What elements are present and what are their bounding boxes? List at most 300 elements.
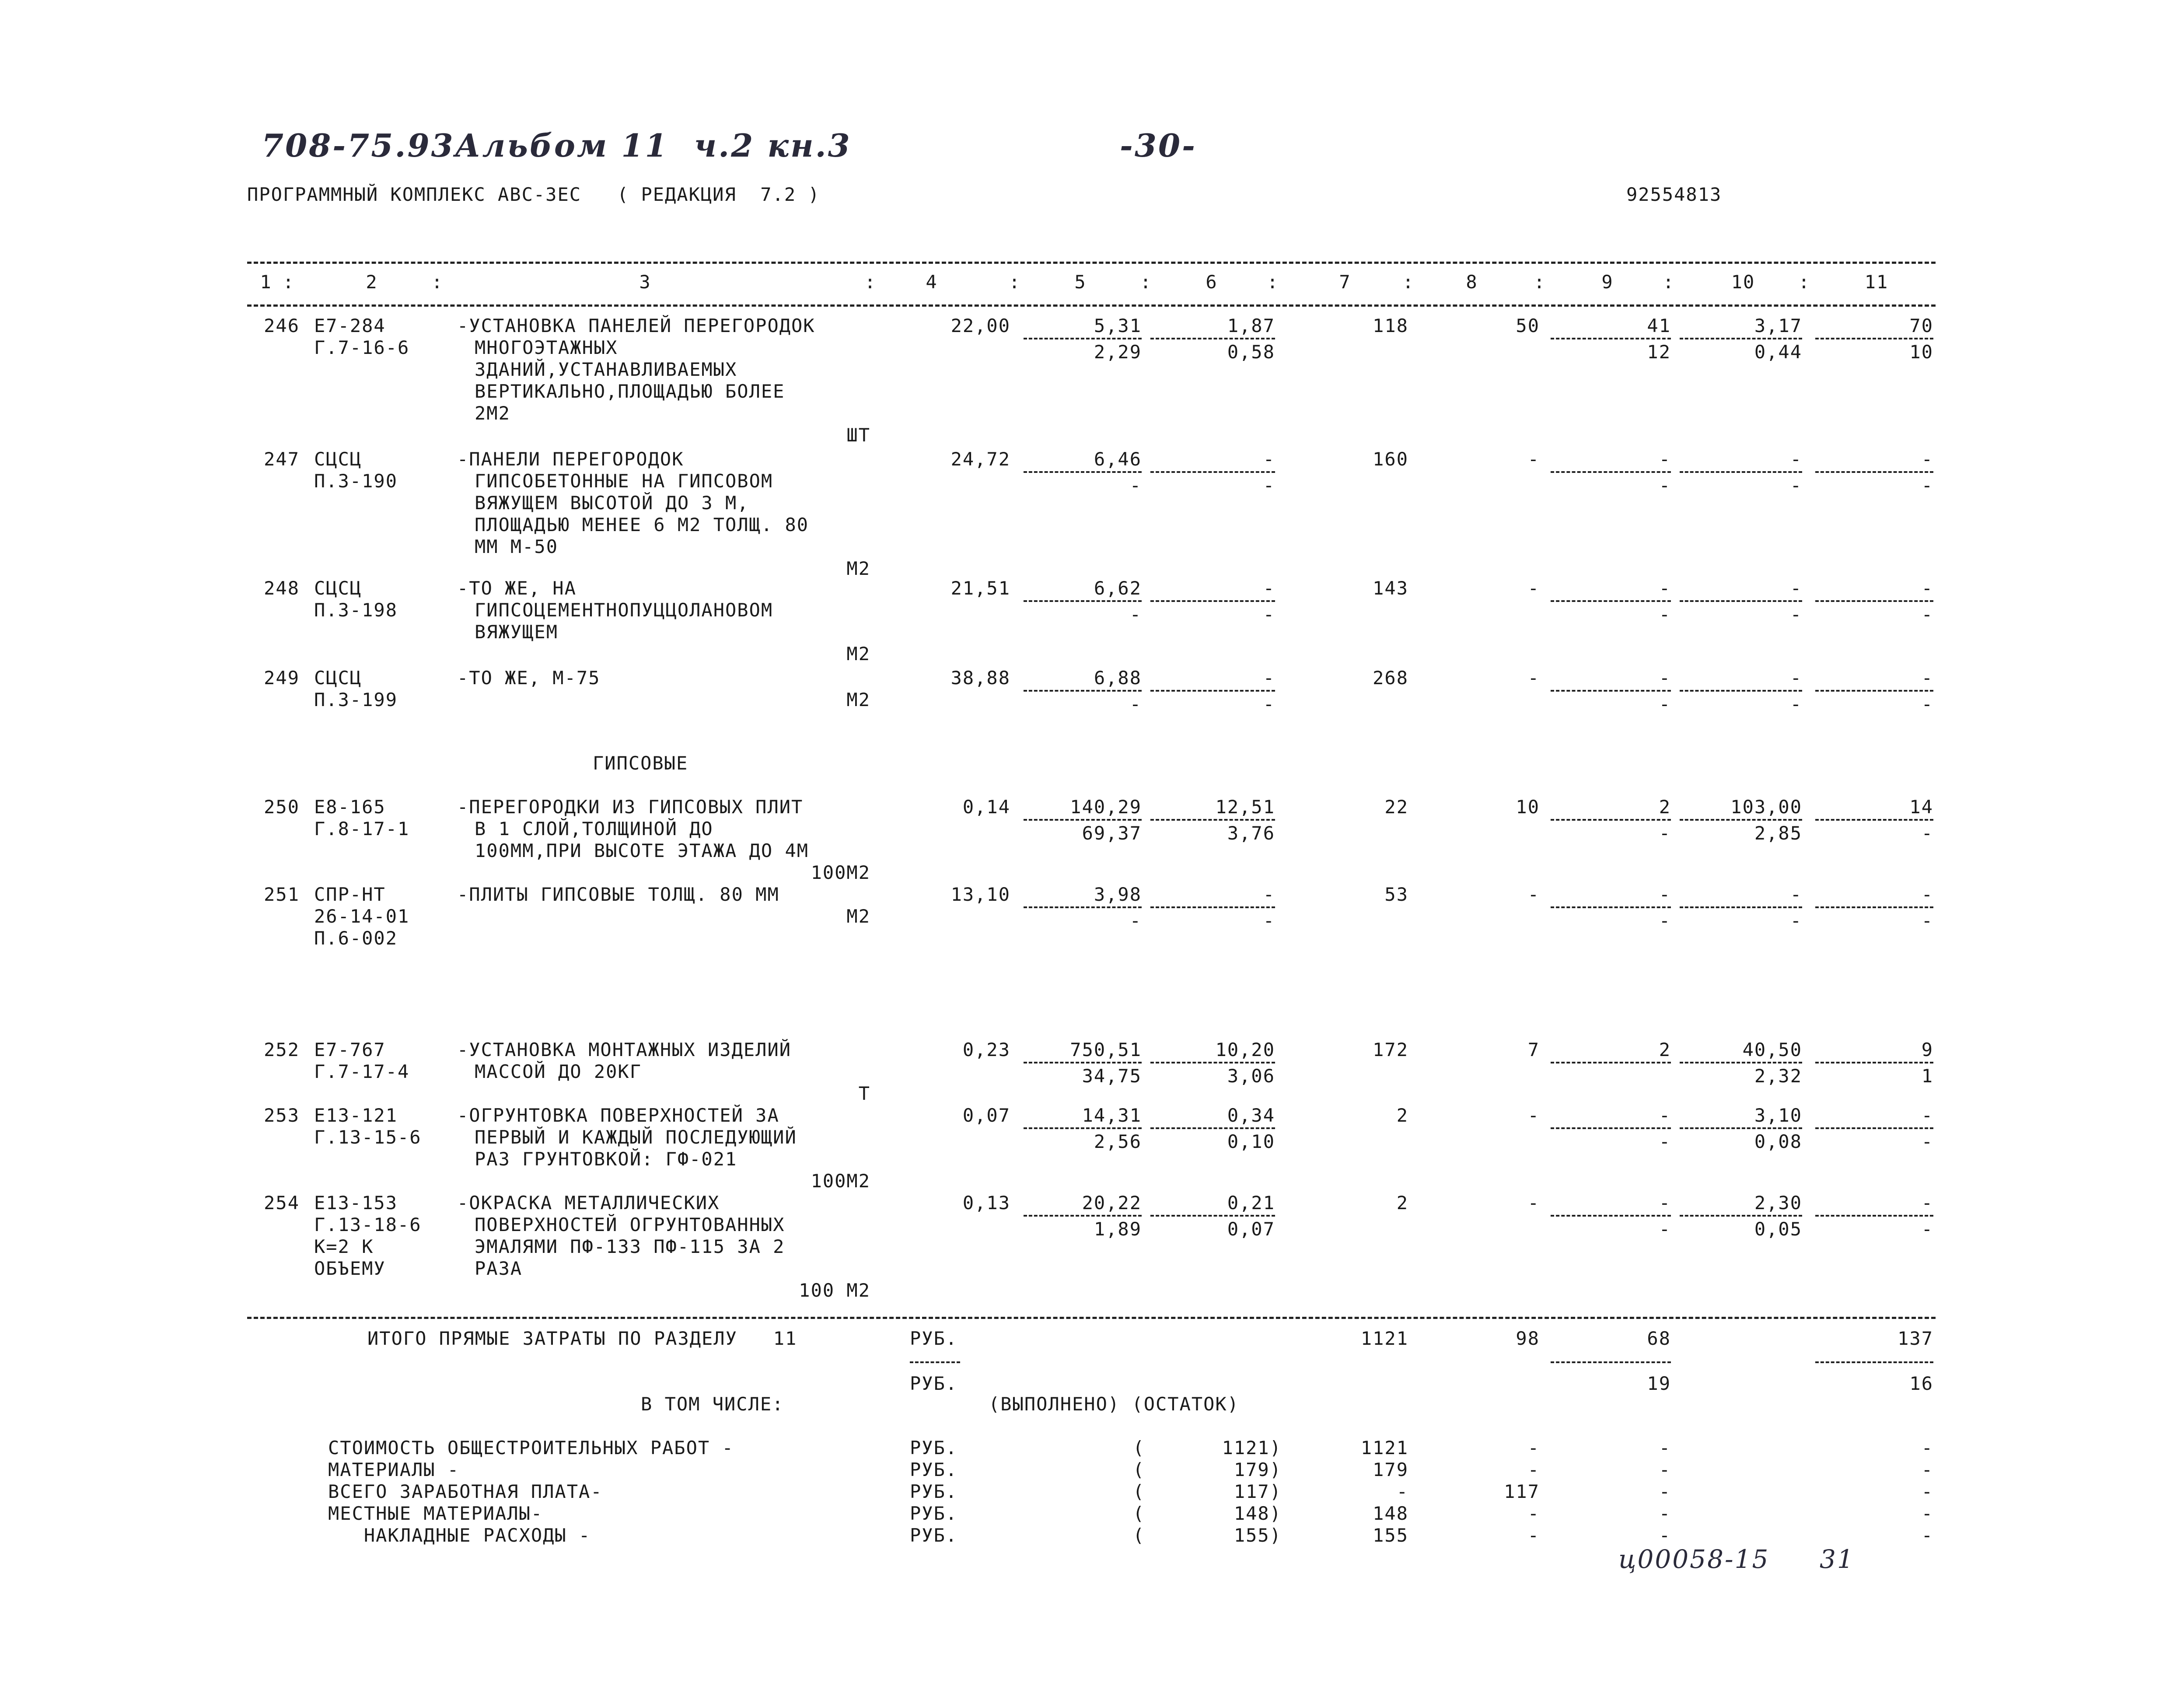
value-divider [1680,1062,1802,1063]
row-value-c8: - [1527,667,1540,689]
row-value-c5b: 34,75 [1082,1065,1142,1087]
row-number: 251 [264,884,300,905]
summary-col8: - [1527,1437,1540,1459]
row-unit: ШТ [846,424,870,446]
row-description: ЭМАЛЯМИ ПФ-133 ПФ-115 ЗА 2 [475,1236,785,1257]
row-description: ГИПСОБЕТОННЫЕ НА ГИПСОВОМ [475,470,773,492]
value-divider [1150,1215,1275,1217]
value-divider [1150,338,1275,339]
summary-col8: - [1527,1503,1540,1524]
row-value-c6b: - [1263,693,1275,715]
column-header-9: 9 [1601,271,1614,293]
totals-rub-underline [910,1361,960,1363]
row-description: 100ММ,ПРИ ВЫСОТЕ ЭТАЖА ДО 4М [475,840,809,861]
summary-col9: - [1659,1459,1671,1480]
value-divider [1551,600,1671,602]
value-divider [1815,471,1933,473]
summary-done: 148) [1234,1503,1282,1524]
row-value-c11b: - [1921,1131,1933,1152]
row-value-c8: - [1527,577,1540,599]
row-description: -УСТАНОВКА МОНТАЖНЫХ ИЗДЕЛИЙ [457,1039,792,1060]
row-description: -ПЛИТЫ ГИПСОВЫЕ ТОЛЩ. 80 ММ [457,884,779,905]
row-value-c11: 9 [1921,1039,1933,1060]
row-code: 26-14-01 [314,906,410,927]
totals-rule [247,1317,1936,1319]
value-divider [1680,690,1802,692]
value-divider [1150,690,1275,692]
row-value-c9b: - [1659,693,1671,715]
row-description: -ОГРУНТОВКА ПОВЕРХНОСТЕЙ ЗА [457,1105,779,1126]
value-divider [1815,906,1933,908]
row-value-c11: - [1921,448,1933,470]
row-value-c10b: 2,85 [1754,822,1802,844]
summary-col11: - [1921,1459,1933,1480]
column-separator: : [1402,271,1415,293]
row-code: Е8-165 [314,796,386,818]
row-value-c10: - [1790,667,1802,689]
row-value-c9b: - [1659,1131,1671,1152]
row-value-c9: - [1659,884,1671,905]
value-divider [1815,338,1933,339]
row-value-c5: 750,51 [1070,1039,1142,1060]
row-value-c9: 41 [1647,315,1671,336]
row-value-c10: - [1790,884,1802,905]
row-code: СЦСЦ [314,448,362,470]
row-value-c10: 103,00 [1730,796,1802,818]
row-code: Г.13-15-6 [314,1126,422,1148]
value-divider [1150,600,1275,602]
summary-col9: - [1659,1525,1671,1546]
row-value-c10b: - [1790,693,1802,715]
including-label: В ТОМ ЧИСЛЕ: [641,1393,784,1415]
row-value-c6: - [1263,577,1275,599]
row-value-c11: - [1921,1105,1933,1126]
summary-currency: РУБ. [910,1481,958,1502]
value-divider [1150,471,1275,473]
row-unit: М2 [846,643,870,665]
row-value-c7: 160 [1373,448,1408,470]
row-description: -ОКРАСКА МЕТАЛЛИЧЕСКИХ [457,1192,720,1214]
handwritten-album-label: Альбом 11 ч.2 кн.3 [455,127,852,164]
column-header-4: 4 [926,271,938,293]
row-description: -ТО ЖЕ, НА [457,577,577,599]
summary-paren: ( [1133,1525,1145,1546]
done-remaining-label: (ВЫПОЛНЕНО) (ОСТАТОК) [989,1393,1240,1415]
row-value-c11b: - [1921,604,1933,625]
summary-paren: ( [1133,1481,1145,1502]
row-value-c7: 172 [1373,1039,1408,1060]
row-value-c11: 70 [1909,315,1933,336]
handwritten-project-code: 708-75.93 [262,127,455,164]
row-description: ПЕРВЫЙ И КАЖДЫЙ ПОСЛЕДУЮЩИЙ [475,1126,797,1148]
row-description: РАЗА [475,1258,523,1279]
row-value-c9: - [1659,577,1671,599]
summary-col8: 117 [1504,1481,1540,1502]
value-divider [1551,1127,1671,1129]
column-header-1: 1 [260,271,272,293]
row-value-c4: 21,51 [950,577,1010,599]
summary-col11: - [1921,1481,1933,1502]
row-value-c8: - [1527,1105,1540,1126]
row-value-c10: 3,17 [1754,315,1802,336]
summary-col7: 179 [1373,1459,1408,1480]
value-divider [1024,338,1142,339]
row-value-c7: 53 [1384,884,1408,905]
row-value-c6: - [1263,448,1275,470]
row-description: ММ М-50 [475,536,559,557]
row-value-c11b: - [1921,1218,1933,1240]
row-code: Е13-121 [314,1105,398,1126]
summary-col9: - [1659,1437,1671,1459]
value-divider [1815,819,1933,821]
row-value-c11b: - [1921,693,1933,715]
value-divider [1551,338,1671,339]
handwritten-reference: ц00058-15 [1618,1544,1770,1574]
row-value-c6b: - [1263,910,1275,931]
row-description: МНОГОЭТАЖНЫХ [475,337,618,358]
column-header-5: 5 [1074,271,1087,293]
row-value-c6b: 3,76 [1227,822,1275,844]
value-divider [1150,819,1275,821]
row-unit: М2 [846,689,870,710]
summary-paren: ( [1133,1503,1145,1524]
row-description: -ТО ЖЕ, М-75 [457,667,601,689]
value-divider [1551,690,1671,692]
row-number: 253 [264,1105,300,1126]
value-divider [1680,471,1802,473]
row-code: Г.13-18-6 [314,1214,422,1235]
summary-currency: РУБ. [910,1525,958,1546]
value-divider [1815,1062,1933,1063]
value-divider [1815,690,1933,692]
row-value-c4: 22,00 [950,315,1010,336]
value-divider [1024,1127,1142,1129]
row-description: 2М2 [475,402,510,424]
row-value-c6b: 0,10 [1227,1131,1275,1152]
row-value-c10b: 0,44 [1754,341,1802,363]
column-separator: : [1798,271,1810,293]
row-value-c5: 5,31 [1094,315,1142,336]
row-value-c9: 2 [1659,1039,1671,1060]
value-divider [1551,1062,1671,1063]
totals-col7: 1121 [1360,1328,1408,1349]
row-value-c9: - [1659,667,1671,689]
value-divider [1680,906,1802,908]
row-value-c8: - [1527,448,1540,470]
row-value-c4: 0,07 [962,1105,1010,1126]
row-value-c10b: 0,05 [1754,1218,1802,1240]
value-divider [1680,338,1802,339]
totals-rub: РУБ. [910,1328,958,1349]
row-code: Е7-284 [314,315,386,336]
row-value-c10b: 0,08 [1754,1131,1802,1152]
summary-currency: РУБ. [910,1503,958,1524]
row-value-c5: 6,88 [1094,667,1142,689]
row-value-c6b: - [1263,604,1275,625]
row-value-c5: 6,46 [1094,448,1142,470]
row-unit: М2 [846,558,870,579]
row-value-c4: 13,10 [950,884,1010,905]
row-value-c5: 20,22 [1082,1192,1142,1214]
row-value-c8: 7 [1527,1039,1540,1060]
row-value-c4: 38,88 [950,667,1010,689]
summary-label: СТОИМОСТЬ ОБЩЕСТРОИТЕЛЬНЫХ РАБОТ - [328,1437,734,1459]
row-code: Г.8-17-1 [314,818,410,840]
row-code: СПР-НТ [314,884,386,905]
row-value-c4: 0,13 [962,1192,1010,1214]
header-top-rule [247,262,1936,264]
row-value-c6: 0,21 [1227,1192,1275,1214]
column-separator: : [431,271,444,293]
row-value-c6b: 0,58 [1227,341,1275,363]
summary-col7: - [1396,1481,1408,1502]
row-number: 250 [264,796,300,818]
totals-col11-b: 16 [1909,1373,1933,1394]
row-value-c6: 12,51 [1215,796,1275,818]
summary-label: НАКЛАДНЫЕ РАСХОДЫ - [328,1525,591,1546]
row-code: К=2 К [314,1236,374,1257]
row-value-c9: - [1659,1192,1671,1214]
row-value-c8: 50 [1516,315,1540,336]
totals-col9: 68 [1647,1328,1671,1349]
row-value-c9b: 12 [1647,341,1671,363]
row-number: 246 [264,315,300,336]
column-separator: : [864,271,877,293]
row-description: МАССОЙ ДО 20КГ [475,1061,642,1082]
row-code: П.3-199 [314,689,398,710]
value-divider [1680,1215,1802,1217]
row-description: ПЛОЩАДЬЮ МЕНЕЕ 6 М2 ТОЛЩ. 80 [475,514,809,535]
row-value-c6b: 0,07 [1227,1218,1275,1240]
row-value-c9b: - [1659,604,1671,625]
summary-done: 179) [1234,1459,1282,1480]
summary-currency: РУБ. [910,1459,958,1480]
row-code: П.3-190 [314,470,398,492]
row-value-c10: 40,50 [1742,1039,1802,1060]
row-value-c9: 2 [1659,796,1671,818]
summary-paren: ( [1133,1459,1145,1480]
row-value-c11b: 1 [1921,1065,1933,1087]
row-value-c6: - [1263,884,1275,905]
row-value-c11b: - [1921,910,1933,931]
row-value-c5b: 2,56 [1094,1131,1142,1152]
value-divider [1815,1215,1933,1217]
summary-col11: - [1921,1525,1933,1546]
page-number: -30- [1120,127,1197,164]
header-bottom-rule [247,304,1936,307]
row-code: Г.7-17-4 [314,1061,410,1082]
value-divider [1551,1215,1671,1217]
row-description: ГИПСОЦЕМЕНТНОПУЦЦОЛАНОВОМ [475,599,773,621]
summary-done: 155) [1234,1525,1282,1546]
row-value-c10: 3,10 [1754,1105,1802,1126]
summary-col11: - [1921,1437,1933,1459]
value-divider [1024,690,1142,692]
column-separator: : [283,271,295,293]
section-title: ГИПСОВЫЕ [593,752,688,774]
row-code: Г.7-16-6 [314,337,410,358]
row-value-c5b: - [1129,910,1142,931]
row-value-c11b: - [1921,475,1933,496]
summary-col9: - [1659,1503,1671,1524]
column-separator: : [1267,271,1279,293]
value-divider [1024,819,1142,821]
row-value-c8: - [1527,884,1540,905]
row-number: 249 [264,667,300,689]
row-code: СЦСЦ [314,667,362,689]
row-value-c11: - [1921,884,1933,905]
value-divider [1024,471,1142,473]
row-value-c11: - [1921,1192,1933,1214]
row-number: 247 [264,448,300,470]
row-value-c10b: 2,32 [1754,1065,1802,1087]
row-code: П.6-002 [314,927,398,949]
document-id: 92554813 [1626,184,1722,205]
totals-col8: 98 [1516,1328,1540,1349]
value-divider [1551,819,1671,821]
row-value-c10: 2,30 [1754,1192,1802,1214]
totals-col11-underline [1815,1361,1933,1363]
row-code: СЦСЦ [314,577,362,599]
column-header-7: 7 [1339,271,1351,293]
row-value-c11: - [1921,667,1933,689]
row-description: ПОВЕРХНОСТЕЙ ОГРУНТОВАННЫХ [475,1214,785,1235]
column-header-11: 11 [1864,271,1889,293]
row-number: 254 [264,1192,300,1214]
summary-done: 117) [1234,1481,1282,1502]
row-value-c5: 6,62 [1094,577,1142,599]
row-description: РАЗ ГРУНТОВКОЙ: ГФ-021 [475,1148,737,1170]
row-unit: 100М2 [811,862,870,883]
row-value-c9b: - [1659,1218,1671,1240]
summary-label: МЕСТНЫЕ МАТЕРИАЛЫ- [328,1503,543,1524]
program-title: ПРОГРАММНЫЙ КОМПЛЕКС АВС-3ЕС ( РЕДАКЦИЯ 7.2 ) [247,184,820,205]
row-value-c9b: - [1659,822,1671,844]
row-description: ЗДАНИЙ,УСТАНАВЛИВАЕМЫХ [475,359,737,380]
summary-col7: 148 [1373,1503,1408,1524]
value-divider [1024,906,1142,908]
summary-col8: - [1527,1459,1540,1480]
row-value-c4: 0,14 [962,796,1010,818]
value-divider [1150,1062,1275,1063]
row-value-c9: - [1659,448,1671,470]
row-value-c5b: 2,29 [1094,341,1142,363]
row-unit: М2 [846,906,870,927]
row-value-c5b: - [1129,693,1142,715]
row-unit: Т [858,1083,870,1104]
row-code: Е7-767 [314,1039,386,1060]
summary-paren: ( [1133,1437,1145,1459]
value-divider [1680,1127,1802,1129]
row-value-c5b: 1,89 [1094,1218,1142,1240]
value-divider [1024,600,1142,602]
row-value-c8: 10 [1516,796,1540,818]
row-code: ОБЪЕМУ [314,1258,386,1279]
column-header-8: 8 [1466,271,1478,293]
row-number: 248 [264,577,300,599]
handwritten-page: 31 [1820,1544,1855,1574]
row-value-c7: 2 [1396,1192,1408,1214]
summary-col11: - [1921,1503,1933,1524]
row-description: ВЕРТИКАЛЬНО,ПЛОЩАДЬЮ БОЛЕЕ [475,381,785,402]
value-divider [1150,1127,1275,1129]
row-value-c7: 22 [1384,796,1408,818]
column-header-10: 10 [1731,271,1755,293]
summary-col7: 155 [1373,1525,1408,1546]
totals-label: ИТОГО ПРЯМЫЕ ЗАТРАТЫ ПО РАЗДЕЛУ 11 [367,1328,797,1349]
summary-currency: РУБ. [910,1437,958,1459]
value-divider [1551,471,1671,473]
totals-col9-underline [1551,1361,1671,1363]
value-divider [1815,600,1933,602]
row-value-c10b: - [1790,475,1802,496]
row-value-c9b: - [1659,475,1671,496]
row-value-c6b: - [1263,475,1275,496]
summary-label: МАТЕРИАЛЫ - [328,1459,460,1480]
row-value-c8: - [1527,1192,1540,1214]
row-unit: 100М2 [811,1170,870,1192]
value-divider [1150,906,1275,908]
column-separator: : [1663,271,1675,293]
row-value-c10: - [1790,448,1802,470]
column-separator: : [1140,271,1152,293]
summary-col7: 1121 [1360,1437,1408,1459]
row-value-c6: 0,34 [1227,1105,1275,1126]
value-divider [1024,1215,1142,1217]
row-value-c6: 10,20 [1215,1039,1275,1060]
row-description: ВЯЖУЩЕМ ВЫСОТОЙ ДО 3 М, [475,492,749,514]
row-value-c7: 2 [1396,1105,1408,1126]
value-divider [1024,1062,1142,1063]
row-value-c9b: - [1659,910,1671,931]
row-value-c7: 143 [1373,577,1408,599]
totals-rub-2: РУБ. [910,1373,958,1394]
row-value-c6: - [1263,667,1275,689]
column-separator: : [1534,271,1546,293]
row-unit: 100 М2 [799,1280,870,1301]
row-description: -ПАНЕЛИ ПЕРЕГОРОДОК [457,448,684,470]
row-value-c11b: 10 [1909,341,1933,363]
row-value-c11: 14 [1909,796,1933,818]
row-value-c6b: 3,06 [1227,1065,1275,1087]
row-value-c6: 1,87 [1227,315,1275,336]
totals-col11: 137 [1897,1328,1933,1349]
row-value-c5b: 69,37 [1082,822,1142,844]
row-value-c4: 24,72 [950,448,1010,470]
row-code: Е13-153 [314,1192,398,1214]
row-value-c7: 118 [1373,315,1408,336]
column-header-3: 3 [639,271,651,293]
row-value-c5: 3,98 [1094,884,1142,905]
row-value-c5: 14,31 [1082,1105,1142,1126]
row-value-c9: - [1659,1105,1671,1126]
row-value-c10b: - [1790,604,1802,625]
column-header-2: 2 [366,271,378,293]
summary-label: ВСЕГО ЗАРАБОТНАЯ ПЛАТА- [328,1481,603,1502]
row-description: В 1 СЛОЙ,ТОЛЩИНОЙ ДО [475,818,713,840]
row-value-c11b: - [1921,822,1933,844]
summary-col9: - [1659,1481,1671,1502]
row-value-c5b: - [1129,604,1142,625]
row-description: -ПЕРЕГОРОДКИ ИЗ ГИПСОВЫХ ПЛИТ [457,796,804,818]
totals-col9-b: 19 [1647,1373,1671,1394]
summary-col8: - [1527,1525,1540,1546]
row-value-c5: 140,29 [1070,796,1142,818]
row-description: -УСТАНОВКА ПАНЕЛЕЙ ПЕРЕГОРОДОК [457,315,815,336]
column-header-6: 6 [1206,271,1218,293]
row-description: ВЯЖУЩЕМ [475,621,559,643]
value-divider [1680,819,1802,821]
